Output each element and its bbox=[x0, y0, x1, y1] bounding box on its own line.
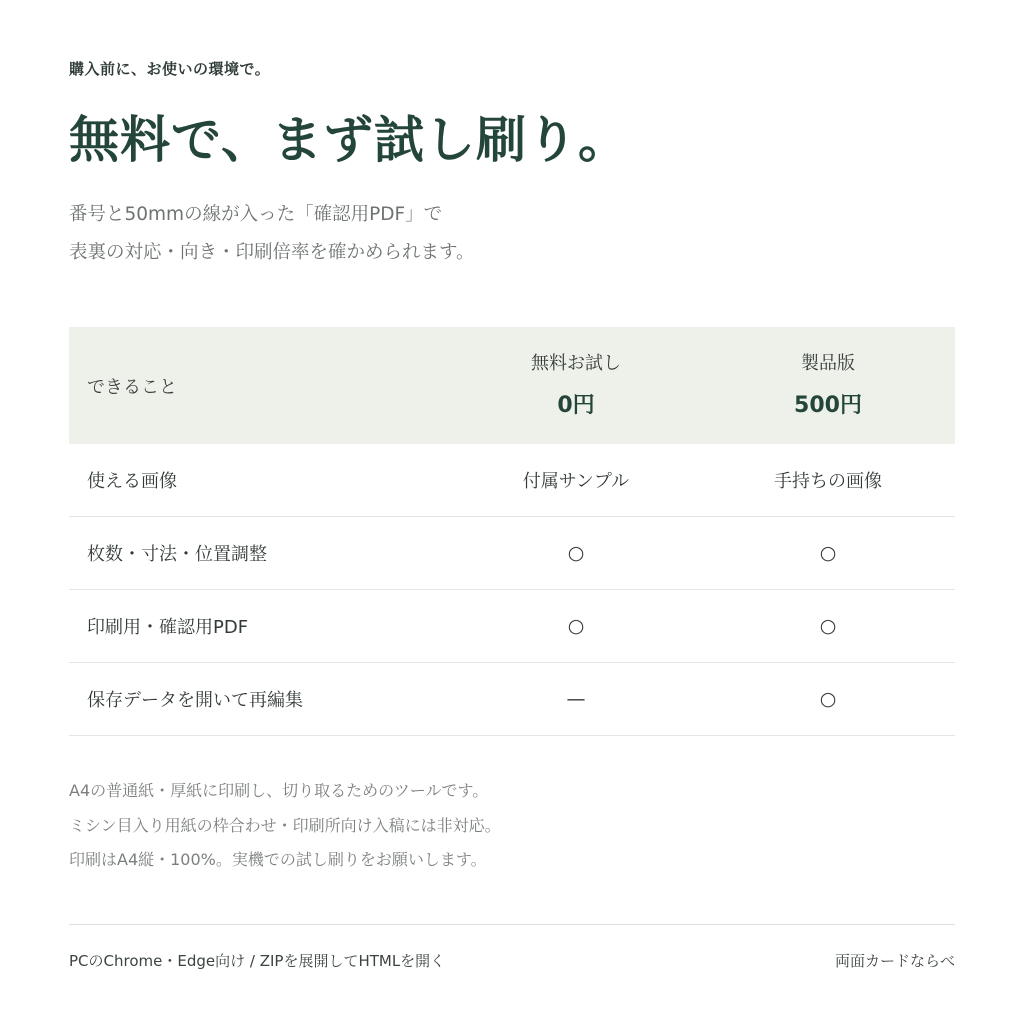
row-feature: 使える画像 bbox=[87, 471, 177, 492]
lead-line: 番号と50mmの線が入った「確認用PDF」で bbox=[69, 204, 443, 225]
header-feature-label: できること bbox=[87, 376, 177, 398]
plan-free-trial bbox=[449, 327, 703, 444]
row-product-value: ○ bbox=[819, 542, 837, 564]
row-feature: 保存データを開いて再編集 bbox=[87, 690, 303, 711]
plan-free-trial-price: 0円 bbox=[557, 392, 595, 418]
footer-product-name: 両面カードならべ bbox=[834, 952, 955, 970]
table-row bbox=[69, 517, 955, 590]
row-product-value: ○ bbox=[819, 615, 837, 637]
row-trial-value: — bbox=[566, 688, 586, 710]
note-line: ミシン目入り用紙の枠合わせ・印刷所向け入稿には非対応。 bbox=[69, 815, 501, 835]
lead-line: 表裏の対応・向き・印刷倍率を確かめられます。 bbox=[69, 242, 475, 263]
page-title: 無料で、まず試し刷り。 bbox=[69, 111, 629, 169]
notes bbox=[69, 774, 501, 878]
row-trial-value: 付属サンプル bbox=[522, 471, 630, 492]
comparison-table bbox=[69, 327, 955, 736]
row-product-value: 手持ちの画像 bbox=[774, 471, 882, 492]
page bbox=[69, 0, 955, 1024]
footer-divider bbox=[69, 924, 955, 925]
row-feature: 枚数・寸法・位置調整 bbox=[87, 544, 267, 565]
row-trial-value: ○ bbox=[567, 542, 585, 564]
note-line: 印刷はA4縦・100%。実機での試し刷りをお願いします。 bbox=[69, 850, 487, 869]
row-product-value: ○ bbox=[819, 688, 837, 710]
row-feature: 印刷用・確認用PDF bbox=[87, 617, 249, 638]
table-row bbox=[69, 590, 955, 663]
table-row bbox=[69, 663, 955, 736]
comparison-header-row bbox=[69, 327, 955, 444]
lead-paragraph bbox=[69, 196, 475, 272]
eyebrow-text: 購入前に、お使いの環境で。 bbox=[69, 60, 271, 78]
footer-requirements: PCのChrome・Edge向け / ZIPを展開してHTMLを開く bbox=[69, 952, 446, 970]
plan-product-price: 500円 bbox=[794, 392, 862, 418]
plan-product-name: 製品版 bbox=[801, 352, 855, 374]
plan-product bbox=[702, 327, 954, 444]
table-row bbox=[69, 444, 955, 517]
plan-free-trial-name: 無料お試し bbox=[531, 352, 621, 374]
row-trial-value: ○ bbox=[567, 615, 585, 637]
note-line: A4の普通紙・厚紙に印刷し、切り取るためのツールです。 bbox=[69, 781, 489, 800]
